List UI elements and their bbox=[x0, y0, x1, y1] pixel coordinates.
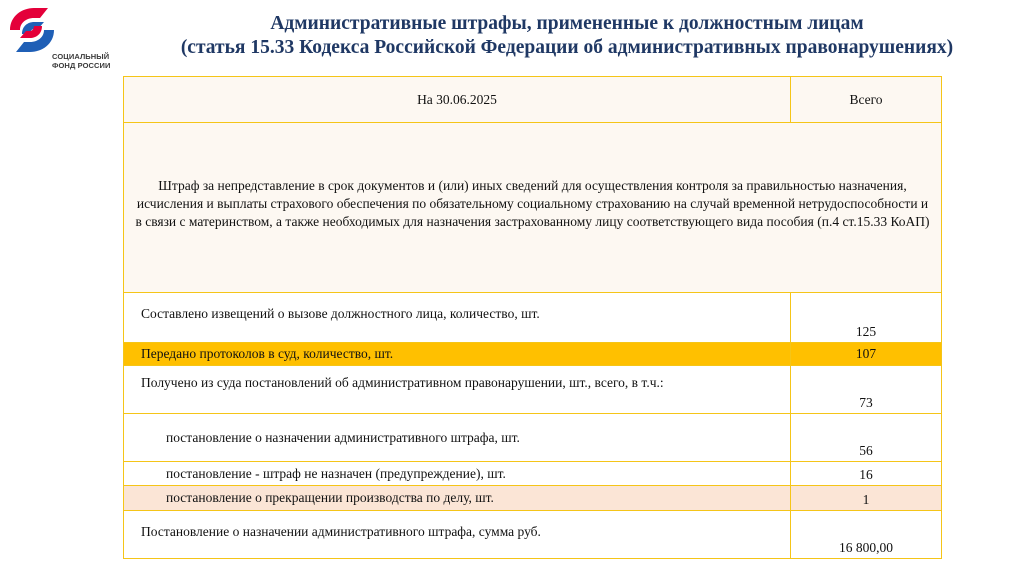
row-label: Получено из суда постановлений об административном правонарушении, шт., всего, в т.ч.: bbox=[124, 366, 791, 414]
row-label: постановление о назначении административного штрафа, шт. bbox=[124, 414, 791, 462]
row-value: 16 800,00 bbox=[791, 511, 942, 559]
table-row bbox=[124, 293, 942, 343]
table-row bbox=[124, 366, 942, 414]
logo-line-1: СОЦИАЛЬНЫЙ bbox=[52, 52, 110, 61]
logo-line-2: ФОНД РОССИИ bbox=[52, 60, 111, 70]
table-row bbox=[124, 486, 942, 511]
row-label: Передано протоколов в суд, количество, шт. bbox=[124, 343, 791, 366]
table-row-highlight bbox=[124, 343, 942, 366]
description-text: Штраф за непредставление в срок документов и (или) иных сведений для осуществления контроля за правильностью назначения, исчисления и выплаты страхового обеспечения по обязательному социальному страхованию на случай временной нетрудоспособности и в связи с материнством, а также необходимых для назначения застрахованному лицу соответствующего вида пособия (п.4 ст.15.33 КоАП) bbox=[135, 177, 930, 229]
row-value: 1 bbox=[791, 486, 942, 511]
row-value: 73 bbox=[791, 366, 942, 414]
table-row bbox=[124, 414, 942, 462]
description-cell bbox=[124, 123, 942, 293]
title-line-2: (статья 15.33 Кодекса Российской Федерации об административных правонарушениях) bbox=[180, 37, 954, 58]
header-total-cell: Всего bbox=[791, 77, 942, 123]
row-label: постановление - штраф не назначен (предупреждение), шт. bbox=[124, 462, 791, 486]
description-row bbox=[124, 123, 942, 293]
social-fund-logo-icon bbox=[4, 4, 60, 56]
page-title bbox=[120, 12, 1014, 60]
row-value: 16 bbox=[791, 462, 942, 486]
table-header-row bbox=[124, 77, 942, 123]
row-value: 107 bbox=[791, 343, 942, 366]
row-value: 125 bbox=[791, 293, 942, 343]
logo-text bbox=[52, 53, 111, 70]
title-line-1: Административные штрафы, примененные к должностным лицам bbox=[270, 13, 864, 34]
table-row bbox=[124, 511, 942, 559]
fines-table bbox=[123, 76, 942, 559]
row-value: 56 bbox=[791, 414, 942, 462]
logo bbox=[4, 4, 124, 74]
row-label: постановление о прекращении производства по делу, шт. bbox=[124, 486, 791, 511]
table-row bbox=[124, 462, 942, 486]
header-date-cell: На 30.06.2025 bbox=[124, 77, 791, 123]
row-label: Постановление о назначении административного штрафа, сумма руб. bbox=[124, 511, 791, 559]
row-label: Составлено извещений о вызове должностного лица, количество, шт. bbox=[124, 293, 791, 343]
